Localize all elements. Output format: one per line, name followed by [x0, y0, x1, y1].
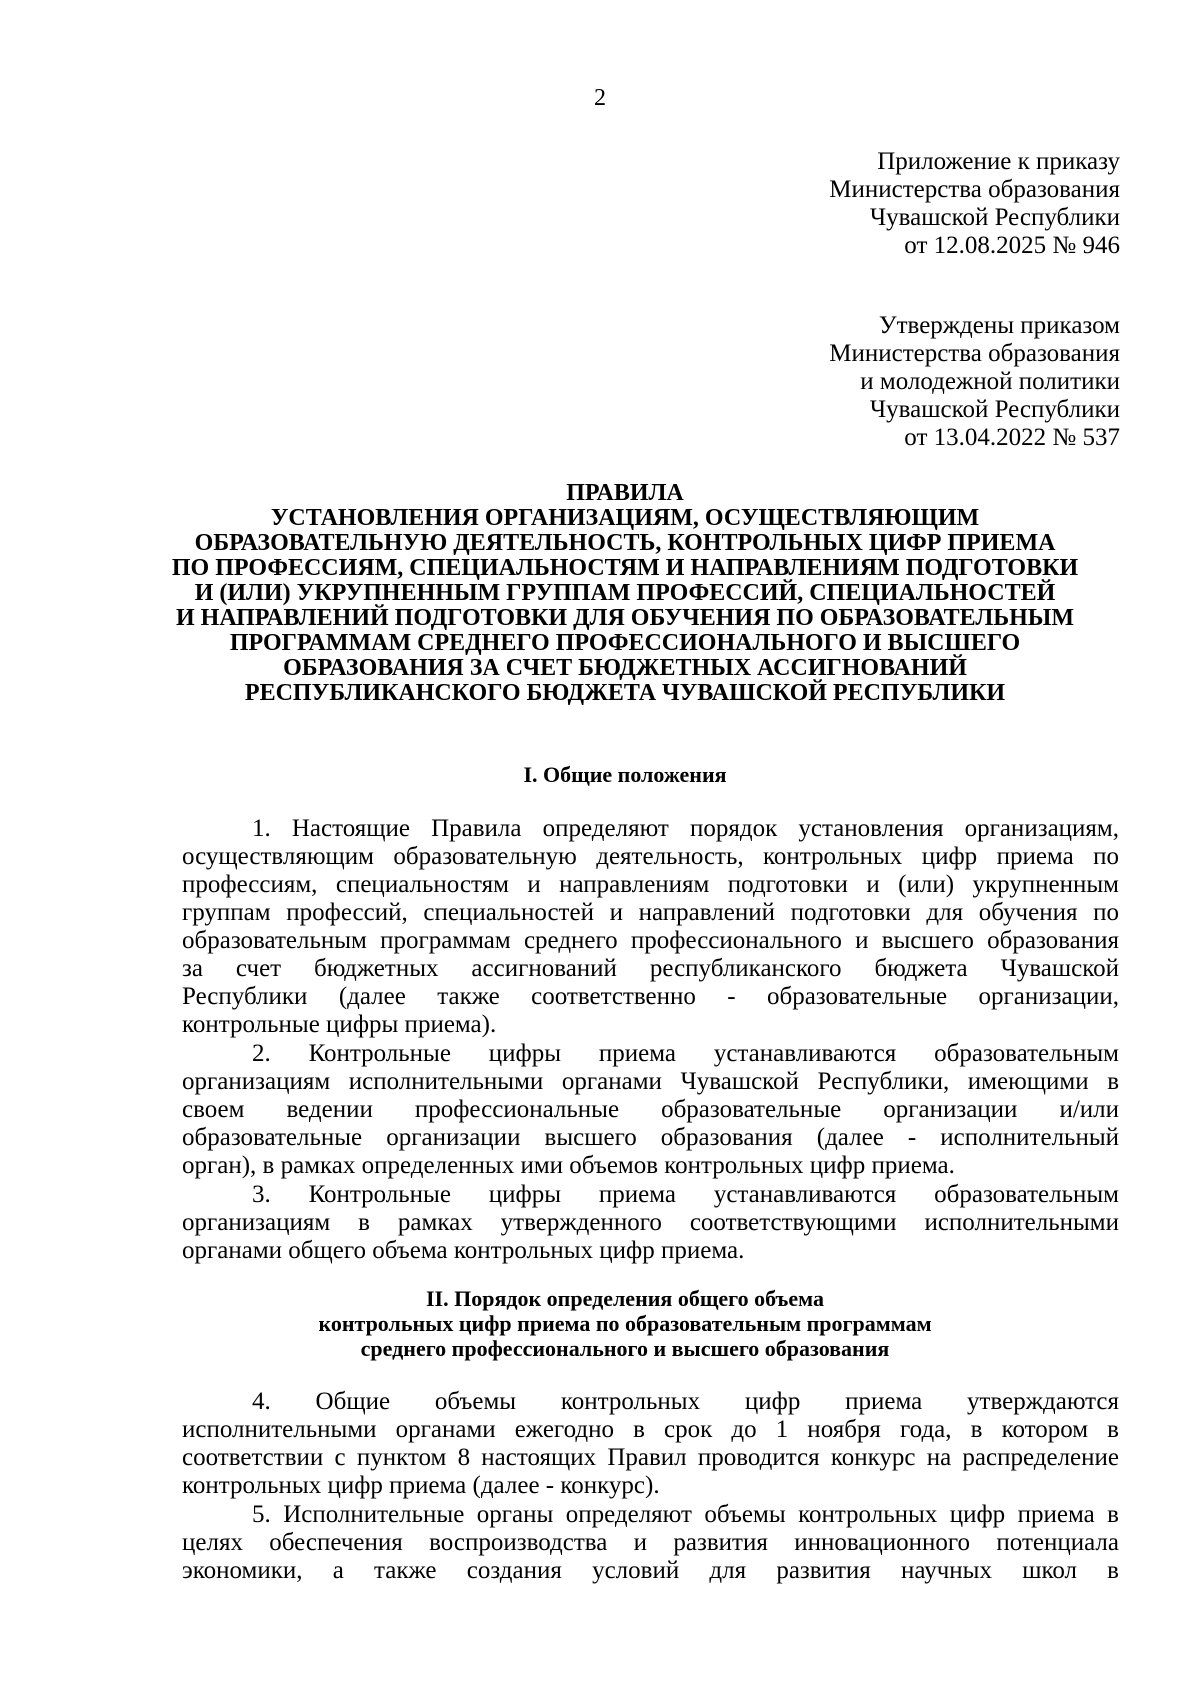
paragraph-line: организациям в рамках утвержденного соответствующими исполнительными	[182, 1209, 1119, 1236]
paragraph-line: организациям исполнительными органами Чувашской Республики, имеющими в	[182, 1068, 1119, 1095]
paragraph-1	[182, 815, 1119, 1039]
appendix-line: от 12.08.2025 № 946	[904, 232, 1120, 259]
paragraph-line: орган), в рамках определенных ими объемов контрольных цифр приема.	[182, 1152, 955, 1179]
paragraph-line: образовательные организации высшего образования (далее - исполнительный	[182, 1124, 1119, 1151]
paragraph-line: осуществляющим образовательную деятельность, контрольных цифр приема по	[182, 843, 1119, 870]
approved-line: от 13.04.2022 № 537	[904, 424, 1120, 451]
paragraph-line: контрольные цифры приема).	[182, 1011, 497, 1038]
paragraph-line: группам профессий, специальностей и направлений подготовки для обучения по	[182, 899, 1119, 926]
paragraph-3	[182, 1181, 1119, 1265]
title-line: ПРОГРАММАМ СРЕДНЕГО ПРОФЕССИОНАЛЬНОГО И ВЫСШЕГО	[229, 630, 1021, 656]
title-line: ОБРАЗОВАНИЯ ЗА СЧЕТ БЮДЖЕТНЫХ АССИГНОВАНИЙ	[283, 655, 967, 681]
paragraph-4	[182, 1388, 1119, 1500]
section-heading-line: контрольных цифр приема по образовательным программам	[318, 1311, 932, 1336]
paragraph-line: 4. Общие объемы контрольных цифр приема утверждаются	[252, 1388, 1119, 1415]
section-2-heading	[150, 1286, 1100, 1361]
document-title	[150, 481, 1100, 706]
paragraph-line: целях обеспечения воспроизводства и развития инновационного потенциала	[182, 1529, 1119, 1556]
title-line: РЕСПУБЛИКАНСКОГО БЮДЖЕТА ЧУВАШСКОЙ РЕСПУБЛИКИ	[244, 680, 1006, 706]
paragraph-line: контрольных цифр приема (далее - конкурс).	[182, 1472, 660, 1499]
paragraph-line: профессиям, специальностям и направлениям подготовки и (или) укрупненным	[182, 871, 1119, 898]
title-line: ОБРАЗОВАТЕЛЬНУЮ ДЕЯТЕЛЬНОСТЬ, КОНТРОЛЬНЫХ ЦИФР ПРИЕМА	[194, 530, 1056, 556]
approved-line: и молодежной политики	[860, 368, 1120, 395]
paragraph-2	[182, 1040, 1119, 1180]
paragraph-line: органами общего объема контрольных цифр приема.	[182, 1237, 745, 1264]
paragraph-line: образовательным программам среднего профессионального и высшего образования	[182, 927, 1119, 954]
approved-line: Чувашской Республики	[869, 396, 1120, 423]
section-heading-line: II. Порядок определения общего объема	[426, 1286, 824, 1311]
paragraph-line: 3. Контрольные цифры приема устанавливаются образовательным	[252, 1181, 1119, 1208]
approved-line: Утверждены приказом	[878, 312, 1120, 339]
paragraph-line: исполнительными органами ежегодно в срок до 1 ноября года, в котором в	[182, 1416, 1119, 1443]
appendix-line: Министерства образования	[829, 176, 1120, 203]
paragraph-line: 5. Исполнительные органы определяют объемы контрольных цифр приема в	[252, 1501, 1119, 1528]
appendix-block	[829, 148, 1120, 260]
section-heading-line: I. Общие положения	[523, 762, 727, 787]
page-number: 2	[594, 85, 606, 111]
title-line: ПРАВИЛА	[566, 480, 684, 506]
section-heading-line: среднего профессионального и высшего образования	[360, 1336, 890, 1361]
title-line: ПО ПРОФЕССИЯМ, СПЕЦИАЛЬНОСТЯМ И НАПРАВЛЕНИЯМ ПОДГОТОВКИ	[171, 555, 1079, 581]
title-line: И (ИЛИ) УКРУПНЕННЫМ ГРУППАМ ПРОФЕССИЙ, СПЕЦИАЛЬНОСТЕЙ	[194, 580, 1056, 606]
paragraph-line: 2. Контрольные цифры приема устанавливаются образовательным	[252, 1040, 1119, 1067]
paragraph-line: соответствии с пунктом 8 настоящих Правил проводится конкурс на распределение	[182, 1444, 1119, 1471]
paragraph-line: 1. Настоящие Правила определяют порядок установления организациям,	[252, 815, 1119, 842]
paragraph-line: Республики (далее также соответственно - образовательные организации,	[182, 983, 1119, 1010]
paragraph-line: экономики, а также создания условий для развития научных школ в	[182, 1557, 1119, 1584]
section-1-heading	[150, 762, 1100, 787]
approved-line: Министерства образования	[829, 340, 1120, 367]
paragraph-line: своем ведении профессиональные образовательные организации и/или	[182, 1096, 1119, 1123]
paragraph-5	[182, 1501, 1119, 1585]
appendix-line: Приложение к приказу	[877, 148, 1120, 175]
paragraph-line: за счет бюджетных ассигнований республиканского бюджета Чувашской	[182, 955, 1119, 982]
appendix-line: Чувашской Республики	[869, 204, 1120, 231]
title-line: УСТАНОВЛЕНИЯ ОРГАНИЗАЦИЯМ, ОСУЩЕСТВЛЯЮЩИМ	[270, 505, 980, 531]
title-line: И НАПРАВЛЕНИЙ ПОДГОТОВКИ ДЛЯ ОБУЧЕНИЯ ПО ОБРАЗОВАТЕЛЬНЫМ	[176, 605, 1074, 631]
approved-block	[829, 312, 1120, 452]
